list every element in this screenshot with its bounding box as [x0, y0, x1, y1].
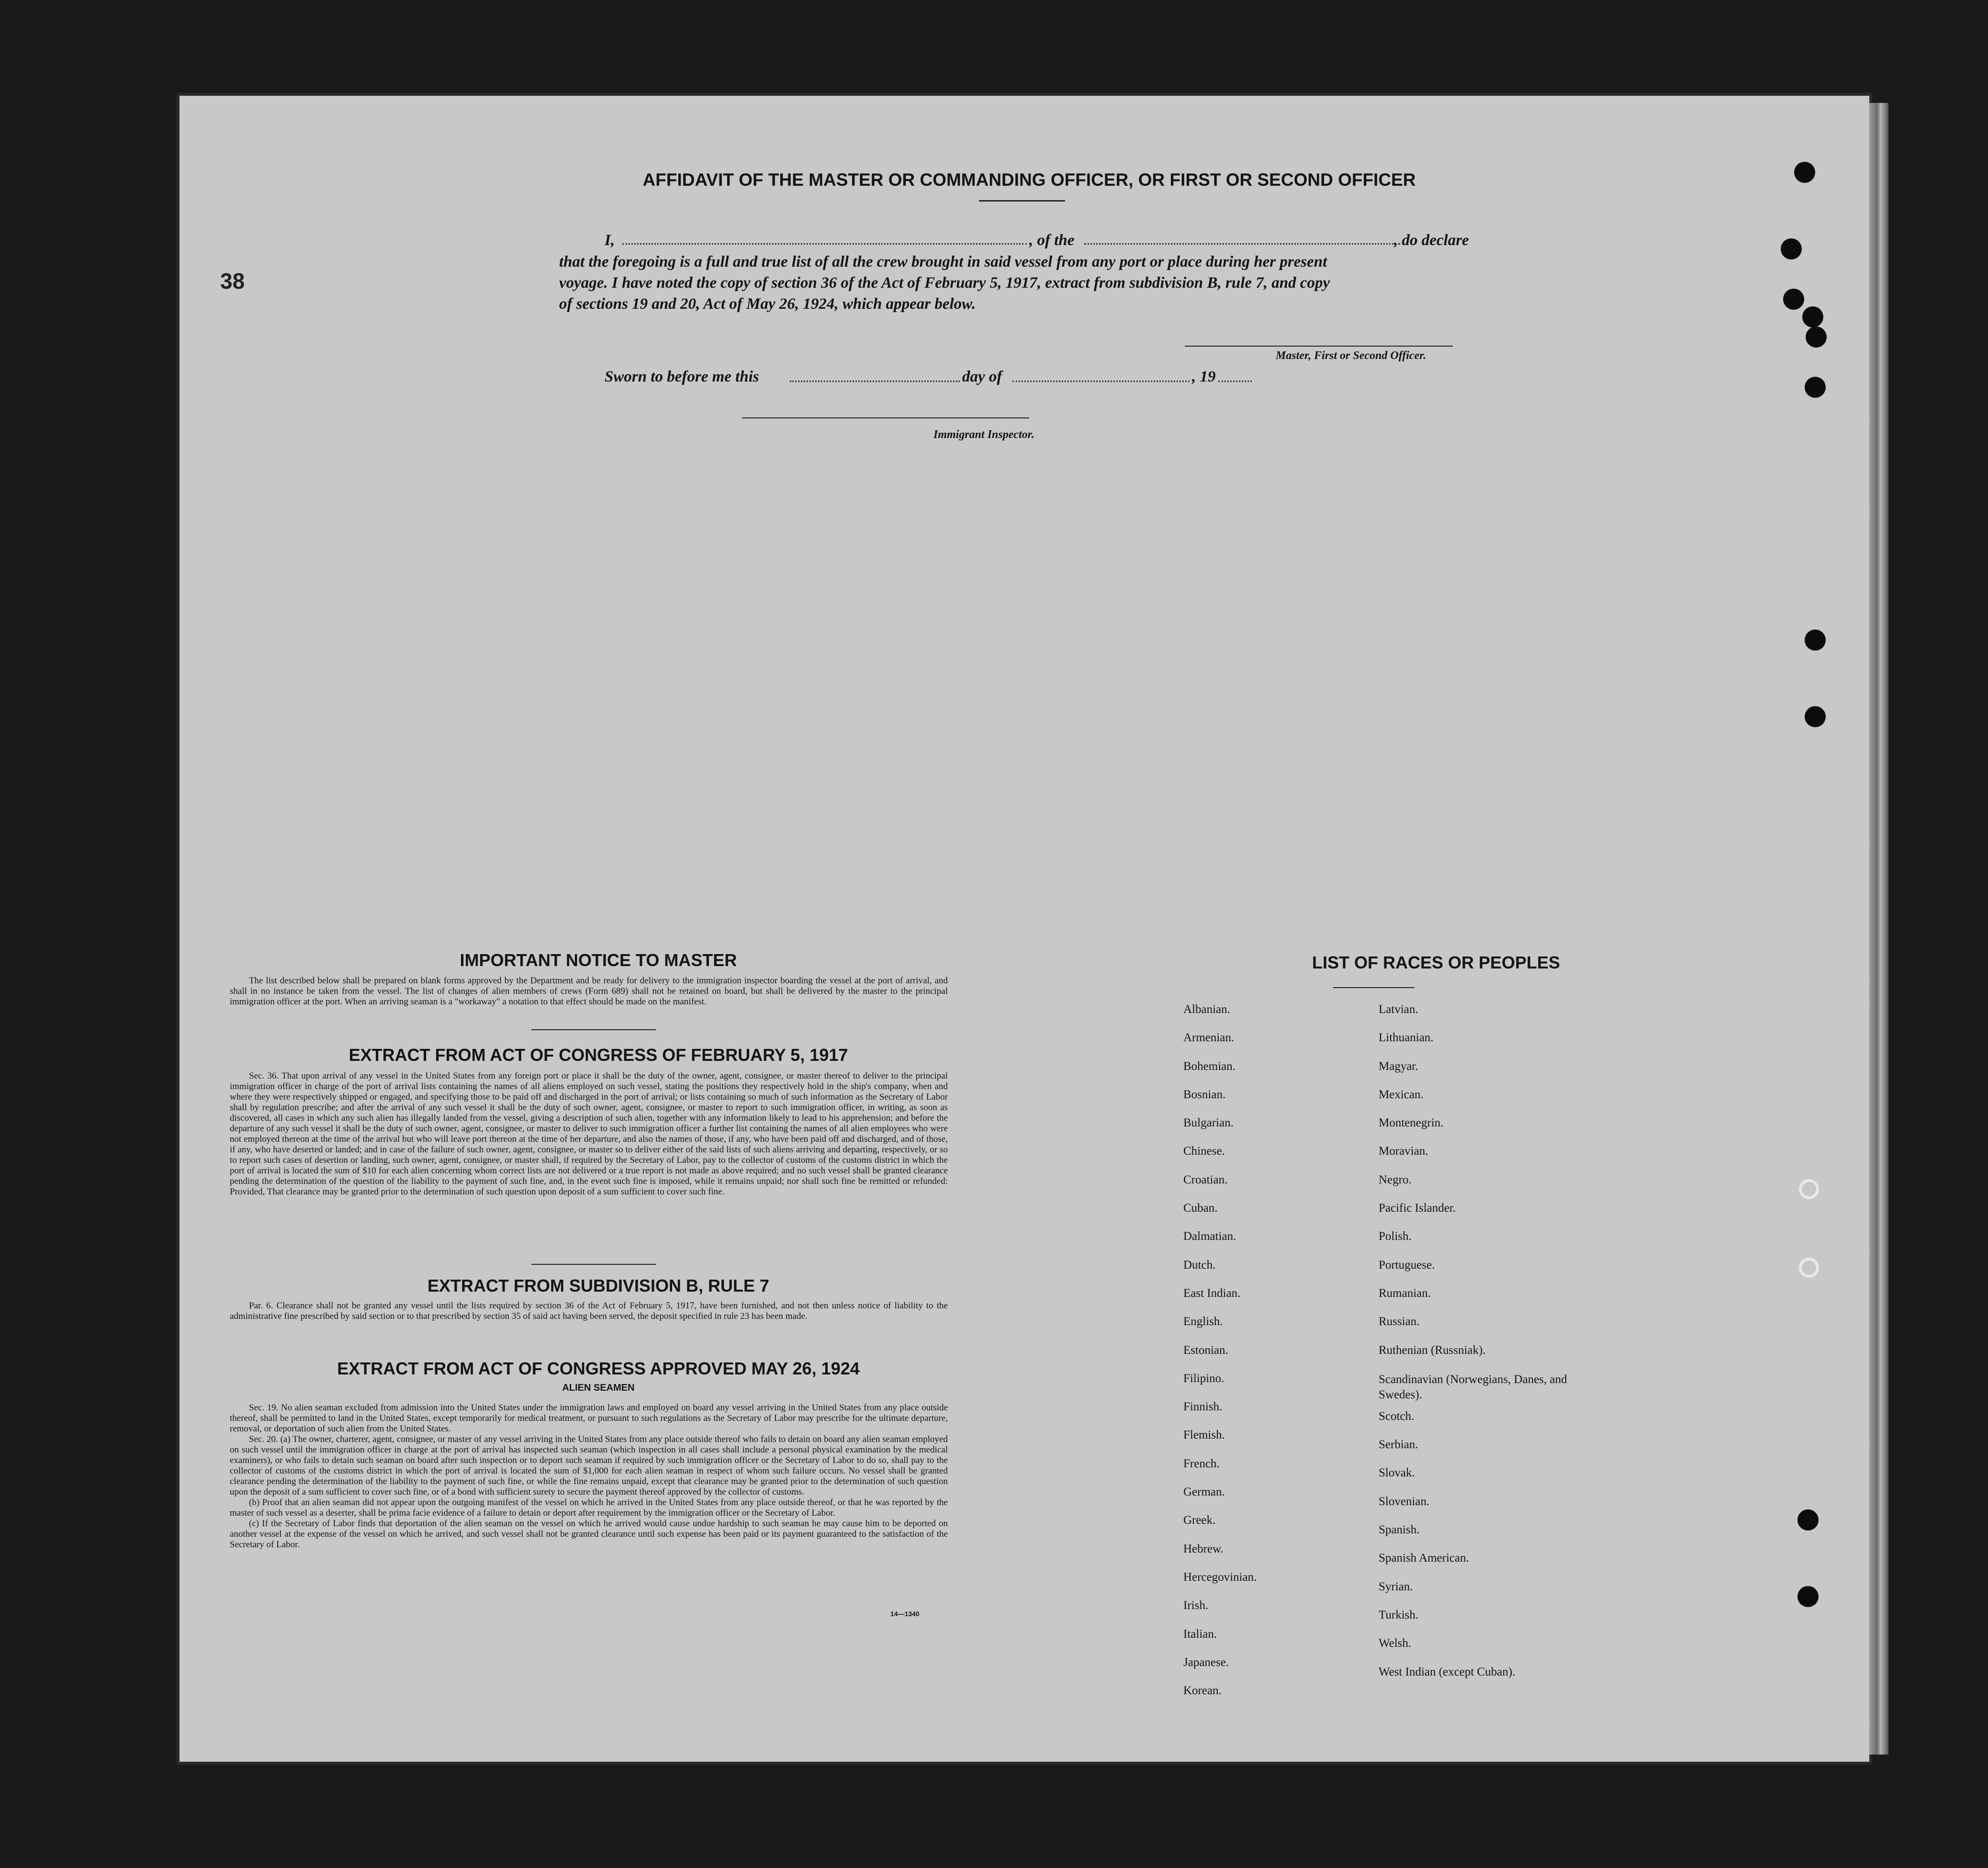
sworn-day-of: day of: [962, 368, 1002, 385]
extract-rule7-body: [230, 1301, 948, 1322]
races-title-rule: [1333, 987, 1415, 988]
vessel-blank: [1084, 243, 1400, 245]
race-item: Scandinavian (Norwegians, Danes, and Swedes).: [1379, 1373, 1567, 1401]
binder-hole: [1797, 1509, 1819, 1530]
race-item: Japanese.: [1183, 1655, 1229, 1669]
race-item: Bulgarian.: [1183, 1116, 1234, 1130]
master-signature-label: Master, First or Second Officer.: [1276, 349, 1426, 362]
race-item: Flemish.: [1183, 1429, 1225, 1442]
affidavit-do-declare: , do declare: [1394, 232, 1469, 249]
sec-19-text: Sec. 19. No alien seaman excluded from admission into the United States under the immigration laws and employed on board any vessel arriving in the United States from any place outside thereof, shall be permitted to land in the United States, except temporarily for medical treatment, or pursuant to such regulations as the Secretary of Labor may prescribe for the ultimate departure, removal, or deportation of such alien from the United States.: [230, 1403, 948, 1434]
notice-title: IMPORTANT NOTICE TO MASTER: [460, 950, 737, 970]
race-item: Armenian.: [1183, 1031, 1235, 1045]
race-item: Magyar.: [1379, 1059, 1418, 1073]
binder-hole: [1802, 306, 1823, 327]
race-item: Polish.: [1379, 1230, 1412, 1243]
binder-hole: [1805, 630, 1826, 651]
race-item: Greek.: [1183, 1514, 1216, 1527]
extract-1924-body: [230, 1403, 948, 1550]
sec-20c-text: (c) If the Secretary of Labor finds that deportation of the alien seaman on the vessel on which he arrived would cause undue hardship to such seaman he may cause him to be deported on another vessel at the expense of the vessel on which he arrived, and such vessel shall not be granted clearance until such expense has been paid or its payment guaranteed to the satisfaction of the Secretary of Labor.: [230, 1519, 948, 1550]
section-rule: [531, 1264, 656, 1265]
race-item: Mexican.: [1379, 1088, 1424, 1101]
title-rule: [979, 200, 1065, 202]
races-title: LIST OF RACES OR PEOPLES: [1312, 953, 1561, 972]
binder-hole: [1794, 162, 1815, 183]
race-item: Irish.: [1183, 1599, 1209, 1612]
inspector-label: Immigrant Inspector.: [933, 428, 1034, 441]
race-item: Slovak.: [1379, 1466, 1415, 1480]
binder-hole: [1799, 1258, 1819, 1278]
race-item: Croatian.: [1183, 1173, 1228, 1186]
name-blank: [622, 243, 1027, 245]
race-item: Portuguese.: [1379, 1258, 1435, 1272]
binder-hole: [1781, 238, 1802, 259]
sworn-year-blank: [1218, 381, 1252, 382]
alien-seamen-subtitle: ALIEN SEAMEN: [562, 1383, 635, 1393]
affidavit-line-2: that the foregoing is a full and true list of all the crew brought in said vessel from any port or place during her present: [559, 253, 1327, 270]
extract-1924-title: EXTRACT FROM ACT OF CONGRESS APPROVED MAY 26, 1924: [337, 1359, 860, 1378]
race-item: Dalmatian.: [1183, 1230, 1236, 1243]
race-item: Korean.: [1183, 1684, 1222, 1698]
race-item: Filipino.: [1183, 1372, 1224, 1385]
sworn-month-blank: [1012, 381, 1190, 382]
race-item: Bohemian.: [1183, 1059, 1236, 1073]
race-item: East Indian.: [1183, 1286, 1241, 1300]
race-item: English.: [1183, 1315, 1223, 1328]
extract-1917-title: EXTRACT FROM ACT OF CONGRESS OF FEBRUARY 5, 1917: [348, 1045, 848, 1065]
race-item: Chinese.: [1183, 1145, 1225, 1158]
sworn-day-blank: [790, 381, 960, 382]
section-36-text: Sec. 36. That upon arrival of any vessel in the United States from any foreign port or place it shall be the duty of the owner, agent, consignee, or master thereof to deliver to the principal immigration officer in charge of the port of arrival lists containing the names of all aliens employed on such vessel, stating the positions they respectively hold in the ship's company, when and where they were respectively shipped or engaged, and specifying those to be paid off and discharged in the port of arrival; or lists containing so much of such information as the Secretary of Labor shall by regulation prescribe; and after the arrival of any such vessel it shall be the duty of such owner, agent, consignee, or master to report to such immigration officer, in writing, as soon as discovered, all cases in which any such alien has illegally landed from the vessel, giving a description of such alien, together with any information likely to lead to his apprehension; and before the departure of any such vessel it shall be the duty of such owner, agent, consignee, or master to deliver to such immigration officer a further list containing the names of all alien employees who were not employed thereon at the time of the arrival but who will leave port thereon at the time of her departure, and also the names of those, if any, who have been paid off and discharged, and of those, if any, who have deserted or landed; and in case of the failure of such owner, agent, consignee, or master so to deliver either of the said lists of such aliens arriving and departing, respectively, or so to report such cases of desertion or landing, such owner, agent, consignee, or master shall, if required by the Secretary of Labor, pay to the collector of customs of the customs district in which the port of arrival is located the sum of $10 for each alien concerning whom correct lists are not delivered or a true report is not made as above required; and no such vessel shall be granted clearance pending the determination of the question of the liability to the payment of such fine, and, in the event such fine is imposed, while it remains unpaid; nor shall such fine be remitted or refunded: Provided, That clearance may be granted prior to the determination of such question upon deposit of a sum sufficient to cover such fine.: [230, 1071, 948, 1197]
sworn-prefix: Sworn to before me this: [605, 368, 759, 385]
race-item: Russian.: [1379, 1315, 1420, 1328]
race-item: Dutch.: [1183, 1258, 1216, 1272]
binder-hole: [1783, 289, 1804, 310]
race-item: German.: [1183, 1485, 1225, 1499]
race-item: Lithuanian.: [1379, 1031, 1434, 1045]
affidavit-title: AFFIDAVIT OF THE MASTER OR COMMANDING OFFICER, OR FIRST OR SECOND OFFICER: [642, 170, 1416, 190]
affidavit-i: I,: [605, 232, 615, 249]
extract-1917-body: [230, 1071, 948, 1197]
race-item: Slovenian.: [1379, 1495, 1430, 1508]
margin-number: 38: [220, 269, 245, 293]
race-item: Moravian.: [1379, 1145, 1428, 1158]
section-rule: [531, 1029, 656, 1030]
race-item: Scotch.: [1379, 1409, 1415, 1423]
notice-text: The list described below shall be prepared on blank forms approved by the Department and be ready for delivery to the immigration inspector boarding the vessel at the port of arrival, and shall in no instance be taken from the vessel. The list of changes of alien members of crews (Form 689) shall not be retained on board, but shall be delivered by the master to the principal immigration officer at the port. When an arriving seaman is a "workaway" a notation to that effect should be made on the manifest.: [230, 976, 948, 1007]
race-item: Hercegovinian.: [1183, 1570, 1257, 1584]
race-item: Turkish.: [1379, 1608, 1419, 1621]
sec-20a-text: Sec. 20. (a) The owner, charterer, agent, consignee, or master of any vessel arriving in the United States from any place outside thereof who fails to detain on board any alien seaman employed on such vessel until the immigration officer in charge at the port of arrival has inspected such seaman (which inspection in all cases shall include a personal physical examination by the medical examiners), or who fails to detain such seaman on board after such inspection or to deport such seaman if required by such immigration officer or the Secretary of Labor to do so, shall pay to the collector of customs of the customs district in which the port of arrival is located the sum of $1,000 for each alien seaman in respect of whom such failure occurs. No vessel shall be granted clearance pending the determination of the liability to the payment of such fine, or while the fine remains unpaid, except that clearance may be granted prior to the determination of such question upon the deposit of a sum sufficient to cover such fine, or of a bond with sufficient surety to secure the payment thereof approved by the collector of customs.: [230, 1434, 948, 1497]
race-item: Latvian.: [1379, 1003, 1418, 1016]
sec-20b-text: (b) Proof that an alien seaman did not appear upon the outgoing manifest of the vessel on which he arrived in the United States from any place outside thereof, or that he was reported by the master of such vessel as a deserter, shall be prima facie evidence of a failure to detain or deport after requirement by the immigration officer or the Secretary of Labor.: [230, 1497, 948, 1518]
race-item: French.: [1183, 1457, 1220, 1470]
race-item: Estonian.: [1183, 1343, 1228, 1357]
binder-hole: [1797, 1586, 1819, 1607]
race-item: Bosnian.: [1183, 1088, 1226, 1101]
race-item: Finnish.: [1183, 1400, 1223, 1414]
race-item: Rumanian.: [1379, 1286, 1431, 1300]
race-item: Spanish.: [1379, 1523, 1420, 1537]
race-item: Spanish American.: [1379, 1552, 1469, 1565]
affidavit-line-4: of sections 19 and 20, Act of May 26, 1924, which appear below.: [559, 295, 976, 313]
race-item: Syrian.: [1379, 1580, 1413, 1593]
affidavit-line-3: voyage. I have noted the copy of section 36 of the Act of February 5, 1917, extract from subdivision B, rule 7, and copy: [559, 274, 1330, 292]
affidavit-of-the: , of the: [1029, 232, 1075, 249]
binder-hole: [1805, 706, 1826, 727]
binder-hole: [1805, 377, 1826, 398]
race-item: Welsh.: [1379, 1637, 1412, 1650]
race-item: Pacific Islander.: [1379, 1202, 1456, 1215]
races-right-column: [1379, 1003, 1580, 1694]
inspector-signature-line: [742, 417, 1029, 418]
race-item: Montenegrin.: [1379, 1116, 1444, 1130]
races-left-column: [1183, 1003, 1365, 1712]
race-item: Cuban.: [1183, 1202, 1218, 1215]
binder-hole: [1806, 326, 1827, 348]
race-item: Italian.: [1183, 1627, 1217, 1641]
rule7-text: Par. 6. Clearance shall not be granted any vessel until the lists required by section 36 of the Act of February 5, 1917, have been furnished, and not then unless notice of liability to the administrative fine prescribed by said section or to that prescribed by section 35 of said act having been served, the deposit specified in rule 23 has been made.: [230, 1301, 948, 1321]
extract-rule7-title: EXTRACT FROM SUBDIVISION B, RULE 7: [427, 1276, 770, 1295]
race-item: Albanian.: [1183, 1003, 1230, 1016]
race-item: Ruthenian (Russniak).: [1379, 1343, 1486, 1357]
page-stack-edge: [1869, 103, 1888, 1755]
master-signature-line: [1185, 346, 1453, 347]
binder-hole: [1799, 1179, 1819, 1199]
form-number: 14—1340: [890, 1610, 920, 1618]
race-item: Hebrew.: [1183, 1542, 1224, 1555]
race-item: Negro.: [1379, 1173, 1412, 1186]
race-item: West Indian (except Cuban).: [1379, 1665, 1516, 1678]
notice-body: [230, 976, 948, 1007]
sworn-year: , 19: [1192, 368, 1216, 385]
race-item: Serbian.: [1379, 1438, 1418, 1452]
